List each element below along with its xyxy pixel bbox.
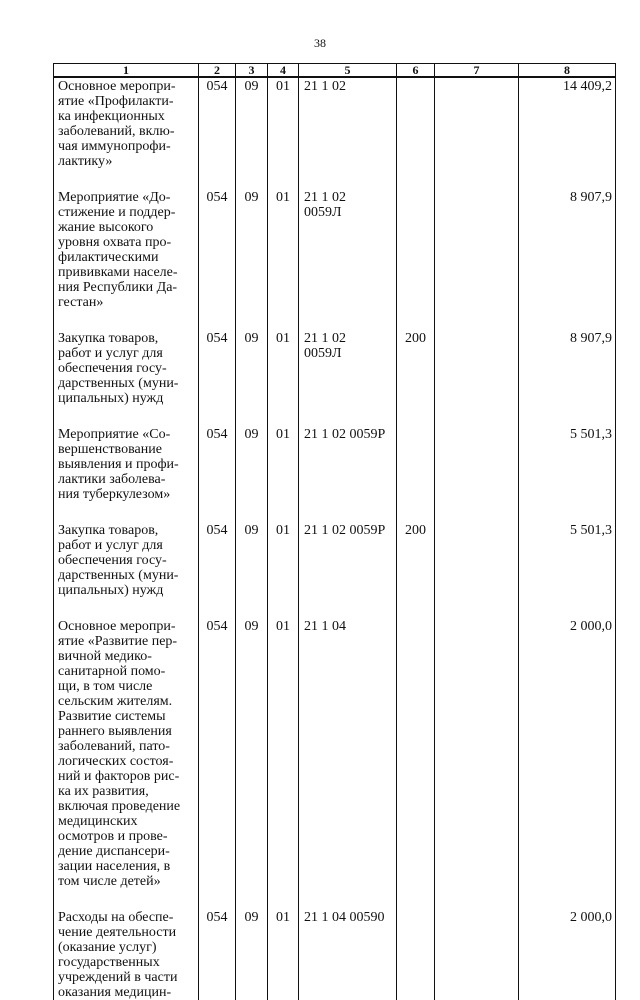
description-line: включая проведение [58,799,181,814]
spacer-cell [268,598,299,618]
spacer-cell [435,889,519,909]
cell-amount: 5 501,3 [519,522,616,598]
target-code-line: 21 1 02 [304,331,346,346]
spacer-cell [236,889,268,909]
cell-admin-code: 054 [199,909,236,1000]
spacer-cell [236,310,268,330]
description-line: Основное меропри- [58,79,176,94]
cell-target-code [299,618,397,889]
spacer-cell [435,310,519,330]
description-line: логических состоя- [58,754,174,769]
description-line: вершенствование [58,442,162,457]
cell-col7 [435,618,519,889]
description-line: Мероприятие «Со- [58,427,171,442]
cell-admin-code: 054 [199,77,236,169]
cell-admin-code: 054 [199,522,236,598]
spacer-cell [435,406,519,426]
spacer-cell [54,310,199,330]
description-line: работ и услуг для [58,346,163,361]
cell-target-code [299,330,397,406]
spacer-cell [54,598,199,618]
spacer-cell [199,889,236,909]
cell-description [54,426,199,502]
description-line: Расходы на обеспе- [58,910,174,925]
cell-subsection: 01 [268,618,299,889]
description-line: ятие «Профилакти- [58,94,174,109]
cell-section: 09 [236,189,268,310]
spacer-cell [435,598,519,618]
description-line: щи, в том числе [58,679,153,694]
description-line: стижение и поддер- [58,205,176,220]
description-line: обеспечения госу- [58,553,167,568]
description-line: Закупка товаров, [58,523,159,538]
cell-subsection: 01 [268,522,299,598]
description-line: дение диспансери- [58,844,170,859]
cell-target-code [299,426,397,502]
description-line: медицинских [58,814,138,829]
spacer-cell [54,502,199,522]
table-row [54,522,616,598]
target-code-line: 0059Л [304,346,342,361]
table-row [54,618,616,889]
spacer-cell [236,502,268,522]
cell-admin-code: 054 [199,426,236,502]
description-line: филактическими [58,250,159,265]
spacer-cell [519,502,616,522]
column-header: 3 [236,64,268,78]
row-spacer [54,598,616,618]
description-line: лактики заболева- [58,472,166,487]
description-line: ципальных) нужд [58,583,164,598]
description-line: Основное меропри- [58,619,176,634]
description-line: работ и услуг для [58,538,163,553]
cell-section: 09 [236,77,268,169]
cell-subsection: 01 [268,426,299,502]
description-line: ка инфекционных [58,109,165,124]
description-line: зации населения, в [58,859,171,874]
cell-section: 09 [236,909,268,1000]
spacer-cell [299,310,397,330]
cell-section: 09 [236,522,268,598]
page-number: 38 [314,36,326,50]
spacer-cell [397,598,435,618]
table-row [54,909,616,1000]
description-line: дарственных (муни- [58,568,179,583]
description-line: учреждений в части [58,970,178,985]
spacer-cell [268,310,299,330]
cell-amount: 2 000,0 [519,618,616,889]
description-line: ятие «Развитие пер- [58,634,178,649]
cell-description [54,909,199,1000]
table-row [54,77,616,169]
spacer-cell [236,169,268,189]
description-line: раннего выявления [58,724,172,739]
spacer-cell [268,502,299,522]
cell-description [54,330,199,406]
column-header: 5 [299,64,397,78]
spacer-cell [519,310,616,330]
cell-col7 [435,522,519,598]
spacer-cell [397,502,435,522]
spacer-cell [519,889,616,909]
cell-subsection: 01 [268,909,299,1000]
cell-target-code [299,77,397,169]
spacer-cell [268,169,299,189]
cell-expense-type: 200 [397,330,435,406]
description-line: ципальных) нужд [58,391,164,406]
cell-description [54,77,199,169]
spacer-cell [519,169,616,189]
spacer-cell [199,310,236,330]
target-code-line: 21 1 04 [304,619,346,634]
spacer-cell [435,502,519,522]
description-line: обеспечения госу- [58,361,167,376]
column-header: 4 [268,64,299,78]
spacer-cell [299,598,397,618]
spacer-cell [397,889,435,909]
table-header [54,64,616,78]
spacer-cell [299,502,397,522]
description-line: прививками населе- [58,265,178,280]
cell-amount: 5 501,3 [519,426,616,502]
cell-section: 09 [236,618,268,889]
description-line: дарственных (муни- [58,376,179,391]
spacer-cell [236,598,268,618]
cell-amount: 2 000,0 [519,909,616,1000]
description-line: выявления и профи- [58,457,179,472]
description-line: санитарной помо- [58,664,166,679]
description-line: чение деятельности [58,925,177,940]
description-line: оказания медицин- [58,985,172,1000]
row-spacer [54,502,616,522]
description-line: лактику» [58,154,113,169]
description-line: ний и факторов рис- [58,769,180,784]
budget-table [53,63,616,1000]
cell-col7 [435,189,519,310]
description-line: ка их развития, [58,784,149,799]
description-line: Развитие системы [58,709,166,724]
target-code-line: 21 1 02 [304,190,346,205]
cell-admin-code: 054 [199,330,236,406]
cell-description [54,189,199,310]
description-line: заболеваний, вклю- [58,124,175,139]
description-line: ния туберкулезом» [58,487,171,502]
row-spacer [54,310,616,330]
description-line: вичной медико- [58,649,152,664]
table-row [54,189,616,310]
cell-description [54,522,199,598]
spacer-cell [397,310,435,330]
row-spacer [54,169,616,189]
cell-amount: 14 409,2 [519,77,616,169]
spacer-cell [199,598,236,618]
spacer-cell [519,598,616,618]
cell-section: 09 [236,426,268,502]
cell-subsection: 01 [268,189,299,310]
description-line: осмотров и прове- [58,829,168,844]
column-header: 2 [199,64,236,78]
spacer-cell [397,406,435,426]
spacer-cell [54,889,199,909]
cell-section: 09 [236,330,268,406]
row-spacer [54,889,616,909]
table-row [54,330,616,406]
column-header: 1 [54,64,199,78]
column-header: 7 [435,64,519,78]
cell-col7 [435,909,519,1000]
description-line: государственных [58,955,160,970]
description-line: ния Республики Да- [58,280,178,295]
column-header: 6 [397,64,435,78]
cell-expense-type [397,618,435,889]
spacer-cell [54,406,199,426]
description-line: сельским жителям. [58,694,173,709]
table-body [54,77,616,1000]
description-line: чая иммунопрофи- [58,139,171,154]
description-line: заболеваний, пато- [58,739,170,754]
cell-expense-type [397,77,435,169]
description-line: жание высокого [58,220,154,235]
table-row [54,426,616,502]
cell-subsection: 01 [268,330,299,406]
row-spacer [54,406,616,426]
cell-expense-type [397,426,435,502]
cell-amount: 8 907,9 [519,189,616,310]
spacer-cell [519,406,616,426]
spacer-cell [199,406,236,426]
cell-col7 [435,426,519,502]
spacer-cell [299,406,397,426]
cell-col7 [435,77,519,169]
target-code-line: 0059Л [304,205,342,220]
spacer-cell [397,169,435,189]
spacer-cell [199,169,236,189]
cell-target-code [299,522,397,598]
spacer-cell [199,502,236,522]
cell-col7 [435,330,519,406]
spacer-cell [299,889,397,909]
spacer-cell [435,169,519,189]
description-line: Закупка товаров, [58,331,159,346]
target-code-line: 21 1 02 [304,79,346,94]
description-line: уровня охвата про- [58,235,172,250]
target-code-line: 21 1 02 0059Р [304,523,386,538]
target-code-line: 21 1 02 0059Р [304,427,386,442]
spacer-cell [236,406,268,426]
cell-expense-type: 200 [397,522,435,598]
description-line: гестан» [58,295,104,310]
cell-amount: 8 907,9 [519,330,616,406]
column-header: 8 [519,64,616,78]
cell-admin-code: 054 [199,189,236,310]
description-line: Мероприятие «До- [58,190,171,205]
cell-expense-type [397,189,435,310]
cell-target-code [299,909,397,1000]
spacer-cell [268,406,299,426]
spacer-cell [299,169,397,189]
cell-expense-type [397,909,435,1000]
description-line: (оказание услуг) [58,940,157,955]
description-line: том числе детей» [58,874,161,889]
cell-admin-code: 054 [199,618,236,889]
target-code-line: 21 1 04 00590 [304,910,385,925]
spacer-cell [54,169,199,189]
cell-target-code [299,189,397,310]
spacer-cell [268,889,299,909]
cell-subsection: 01 [268,77,299,169]
cell-description [54,618,199,889]
